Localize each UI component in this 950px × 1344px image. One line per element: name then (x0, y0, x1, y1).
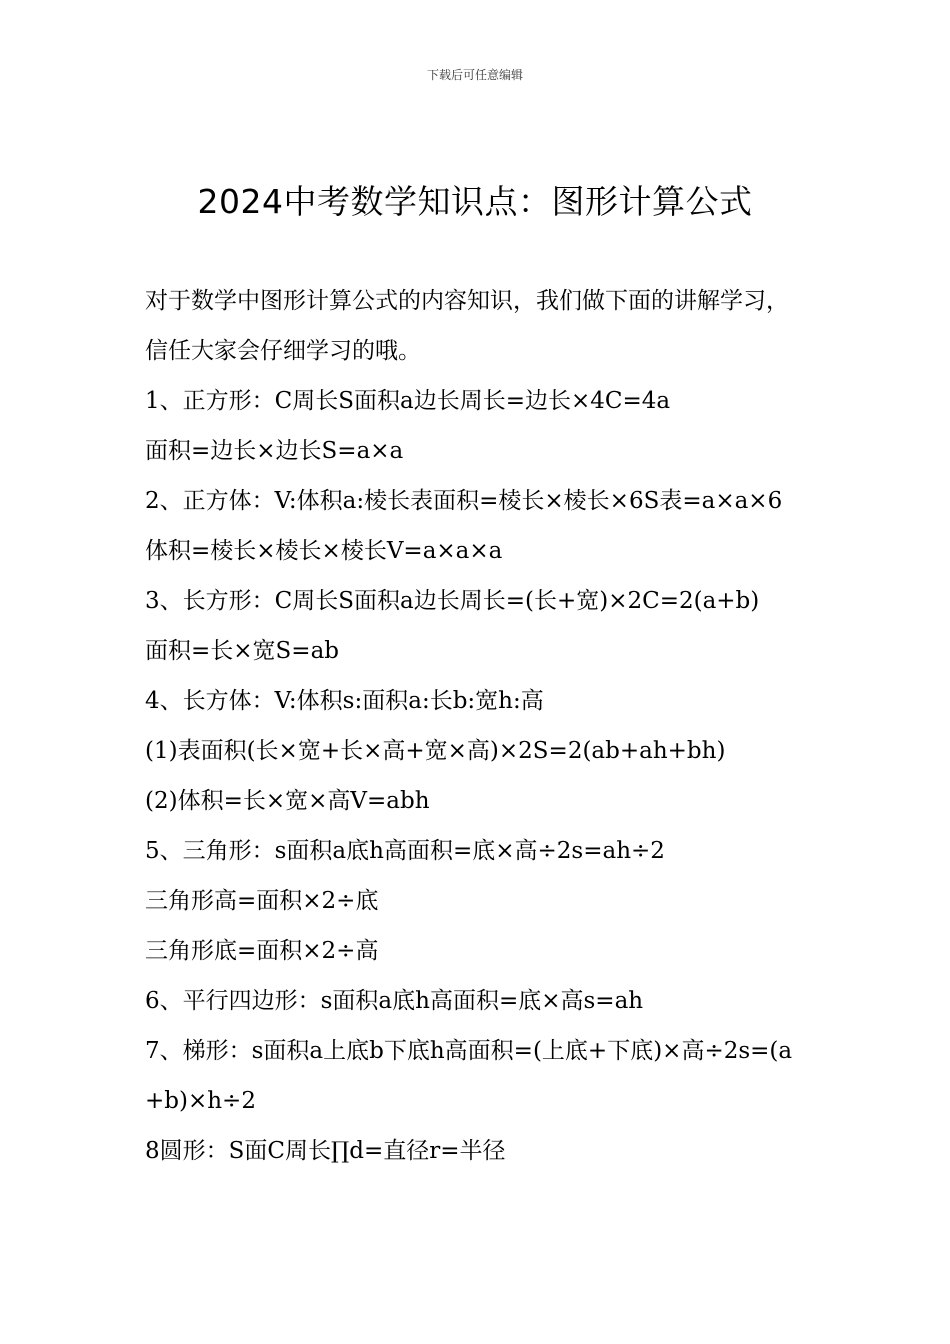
paragraph-trapezoid: 7、梯形：s面积a上底b下底h高面积=(上底+下底)×高÷2s=(a+b)×h÷2 (145, 1038, 793, 1114)
document-body (145, 276, 810, 1176)
paragraph-cuboid: 4、长方体：V:体积s:面积a:长b:宽h:高 (145, 688, 544, 714)
paragraph-triangle-base: 三角形底=面积×2÷高 (145, 938, 379, 964)
paragraph-square: 1、正方形：C周长S面积a边长周长=边长×4C=4a (145, 388, 671, 414)
paragraph-cuboid-volume: (2)体积=长×宽×高V=abh (145, 788, 430, 814)
paragraph-square-area: 面积=边长×边长S=a×a (145, 438, 404, 464)
paragraph-intro: 对于数学中图形计算公式的内容知识，我们做下面的讲解学习，信任大家会仔细学习的哦。 (145, 288, 789, 364)
document-title: 2024中考数学知识点：图形计算公式 (197, 182, 753, 221)
paragraph-rectangle-area: 面积=长×宽S=ab (145, 638, 340, 664)
paragraph-cube: 2、正方体：V:体积a:棱长表面积=棱长×棱长×6S表=a×a×6 (145, 488, 783, 514)
paragraph-circle: 8圆形：S面C周长∏d=直径r=半径 (145, 1138, 506, 1164)
paragraph-parallelogram: 6、平行四边形：s面积a底h高面积=底×高s=ah (145, 988, 644, 1014)
paragraph-cube-volume: 体积=棱长×棱长×棱长V=a×a×a (145, 538, 503, 564)
page-header-note: 下载后可任意编辑 (426, 68, 523, 82)
paragraph-cuboid-surface: (1)表面积(长×宽+长×高+宽×高)×2S=2(ab+ah+bh) (145, 738, 726, 764)
paragraph-triangle-height: 三角形高=面积×2÷底 (145, 888, 379, 914)
paragraph-rectangle: 3、长方形：C周长S面积a边长周长=(长+宽)×2C=2(a+b) (145, 588, 760, 614)
paragraph-triangle: 5、三角形：s面积a底h高面积=底×高÷2s=ah÷2 (145, 838, 665, 864)
